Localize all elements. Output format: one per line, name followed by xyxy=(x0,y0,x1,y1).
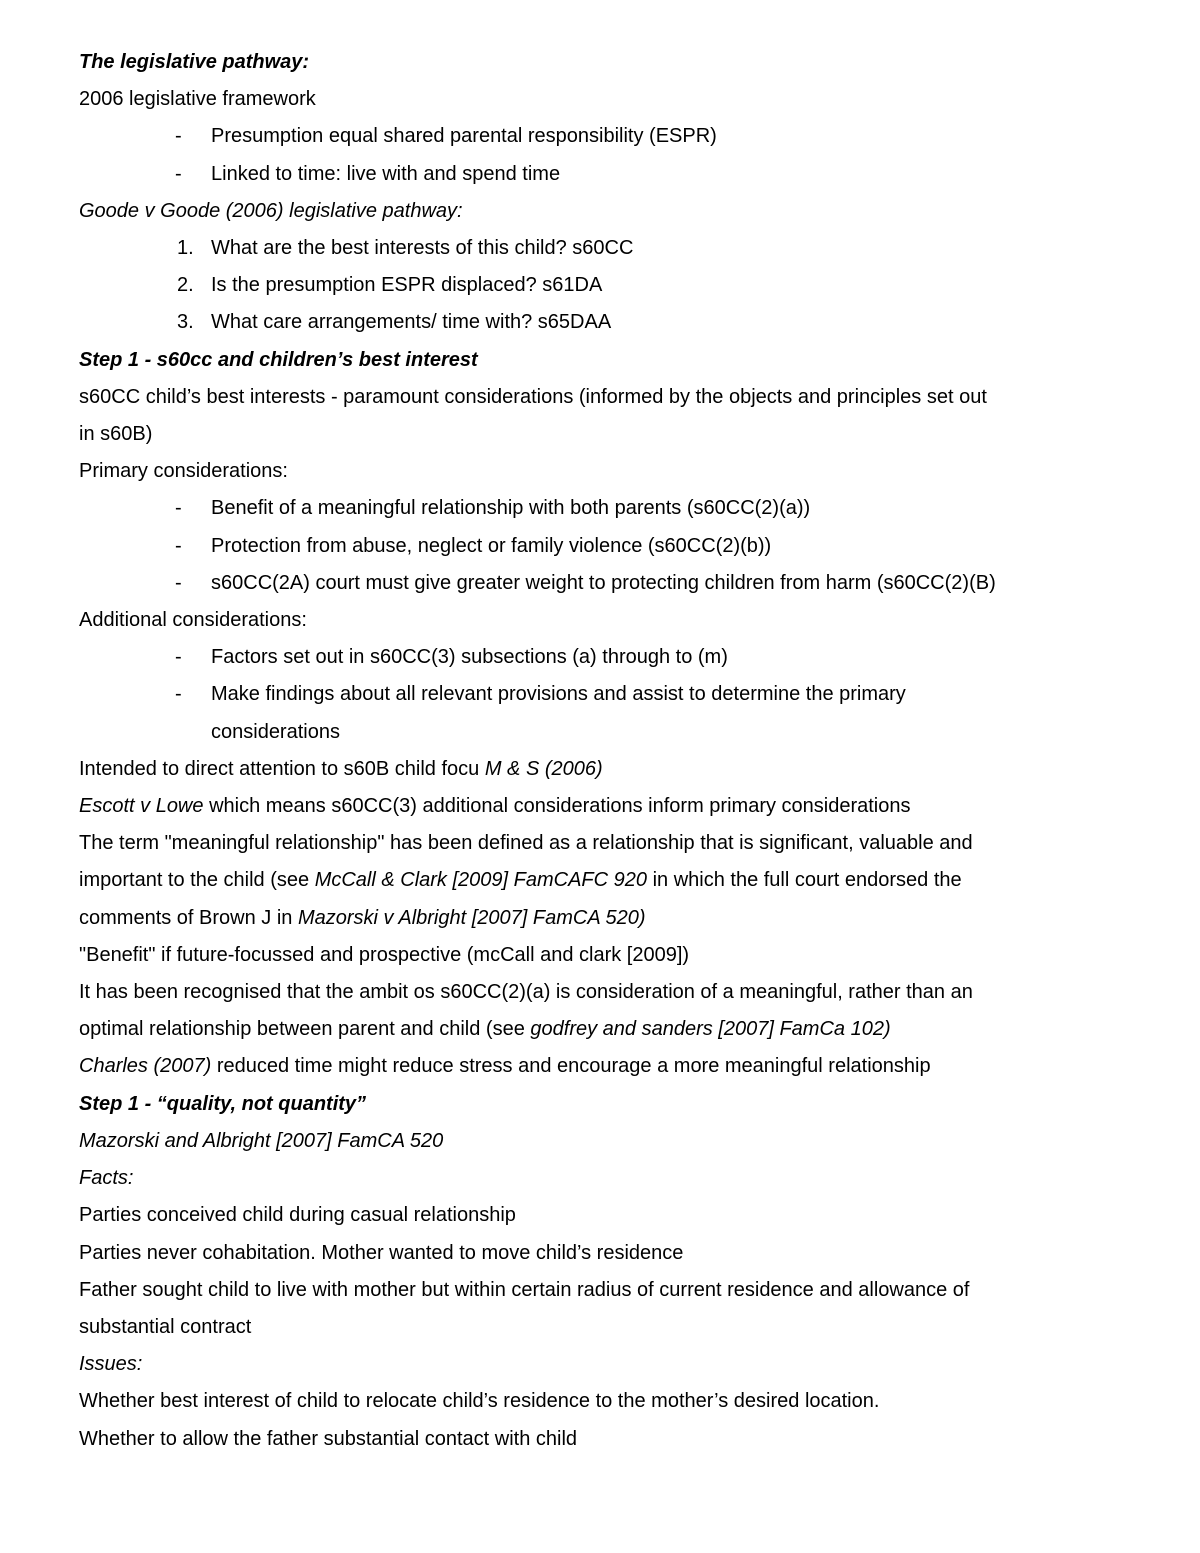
list-item-text: s60CC(2A) court must give greater weight to protecting children from harm (s60CC(2)(B) xyxy=(211,571,996,594)
list-item-text: Presumption equal shared parental responsibility (ESPR) xyxy=(211,125,717,148)
ambit-line-2 xyxy=(79,1011,1100,1048)
meaningful-line-3 xyxy=(79,900,1100,937)
meaningful-text: in which the full court endorsed the xyxy=(647,869,962,892)
step1b-heading: Step 1 - “quality, not quantity” xyxy=(79,1092,367,1115)
list-item xyxy=(79,490,1100,527)
escott-line xyxy=(79,788,1100,825)
meaningful-line-2 xyxy=(79,862,1100,899)
mazorski-case-title: Mazorski and Albright [2007] FamCA 520 xyxy=(79,1129,444,1152)
charles-text: reduced time might reduce stress and encourage a more meaningful relationship xyxy=(211,1055,931,1078)
list-item xyxy=(79,528,1100,565)
case-citation: Charles (2007) xyxy=(79,1055,212,1078)
meaningful-text: important to the child (see xyxy=(79,869,315,892)
benefit-line: "Benefit" if future-focussed and prospective (mcCall and clark [2009]) xyxy=(79,943,690,966)
case-citation: M & S (2006) xyxy=(484,757,603,780)
list-item-text: What care arrangements/ time with? s65DAA xyxy=(211,311,612,334)
list-marker: - xyxy=(175,683,182,706)
list-item-text: Is the presumption ESPR displaced? s61DA xyxy=(211,274,603,297)
facts-label: Facts: xyxy=(79,1167,134,1190)
issue-line: Whether to allow the father substantial contact with child xyxy=(79,1427,578,1450)
list-item xyxy=(79,156,1100,193)
list-item xyxy=(79,230,1100,267)
list-item-text: Linked to time: live with and spend time xyxy=(211,162,561,185)
s60cc-line-2: in s60B) xyxy=(79,423,153,446)
framework-text: 2006 legislative framework xyxy=(79,88,316,111)
escott-text: which means s60CC(3) additional considerations inform primary considerations xyxy=(203,795,911,818)
step1-heading: Step 1 - s60cc and children’s best interest xyxy=(79,348,478,371)
list-marker: - xyxy=(175,571,182,594)
list-item xyxy=(79,267,1100,304)
list-item xyxy=(79,565,1100,602)
intended-text: Intended to direct attention to s60B child focu xyxy=(79,757,485,780)
charles-line xyxy=(79,1048,1100,1085)
list-item-text: Factors set out in s60CC(3) subsections (a) through to (m) xyxy=(211,646,728,669)
ambit-line-1: It has been recognised that the ambit os s60CC(2)(a) is consideration of a meaningful, rather than an xyxy=(79,981,973,1004)
list-marker: - xyxy=(175,162,182,185)
list-item xyxy=(79,676,1100,750)
list-item xyxy=(79,639,1100,676)
list-number: 2. xyxy=(177,274,194,297)
meaningful-text: comments of Brown J in xyxy=(79,906,298,929)
fact-line: Parties never cohabitation. Mother wanted to move child’s residence xyxy=(79,1241,684,1264)
issue-line: Whether best interest of child to relocate child’s residence to the mother’s desired location. xyxy=(79,1390,880,1413)
list-item xyxy=(79,304,1100,341)
heading-legislative-pathway: The legislative pathway: xyxy=(79,51,310,73)
list-item-text: Protection from abuse, neglect or family violence (s60CC(2)(b)) xyxy=(211,534,772,557)
list-marker: - xyxy=(175,125,182,148)
list-item-text: Make findings about all relevant provisions and assist to determine the primary considerations xyxy=(211,683,906,743)
additional-considerations-label: Additional considerations: xyxy=(79,609,307,632)
goode-heading: Goode v Goode (2006) legislative pathway: xyxy=(79,199,463,222)
fact-line: Parties conceived child during casual relationship xyxy=(79,1204,516,1227)
s60cc-line-1: s60CC child’s best interests - paramount considerations (informed by the objects and principles set out xyxy=(79,385,987,408)
case-citation: McCall & Clark [2009] FamCAFC 920 xyxy=(314,869,648,892)
case-citation: godfrey and sanders [2007] FamCa 102) xyxy=(530,1018,891,1041)
case-citation: Mazorski v Albright [2007] FamCA 520) xyxy=(297,906,646,929)
intended-line xyxy=(79,751,1100,788)
list-number: 1. xyxy=(177,237,194,260)
case-citation: Escott v Lowe xyxy=(79,795,204,818)
list-item-text: What are the best interests of this child? s60CC xyxy=(211,237,634,260)
father-line-1: Father sought child to live with mother but within certain radius of current residence and allowance of xyxy=(79,1278,970,1301)
meaningful-line-1: The term "meaningful relationship" has been defined as a relationship that is significant, valuable and xyxy=(79,832,973,855)
list-marker: - xyxy=(175,497,182,520)
ambit-text: optimal relationship between parent and child (see xyxy=(79,1018,531,1041)
list-item xyxy=(79,118,1100,155)
issues-label: Issues: xyxy=(79,1353,143,1376)
list-number: 3. xyxy=(177,311,194,334)
list-marker: - xyxy=(175,534,182,557)
primary-considerations-label: Primary considerations: xyxy=(79,460,288,483)
father-line-2: substantial contract xyxy=(79,1315,252,1338)
list-item-text: Benefit of a meaningful relationship with both parents (s60CC(2)(a)) xyxy=(211,497,811,520)
list-marker: - xyxy=(175,646,182,669)
